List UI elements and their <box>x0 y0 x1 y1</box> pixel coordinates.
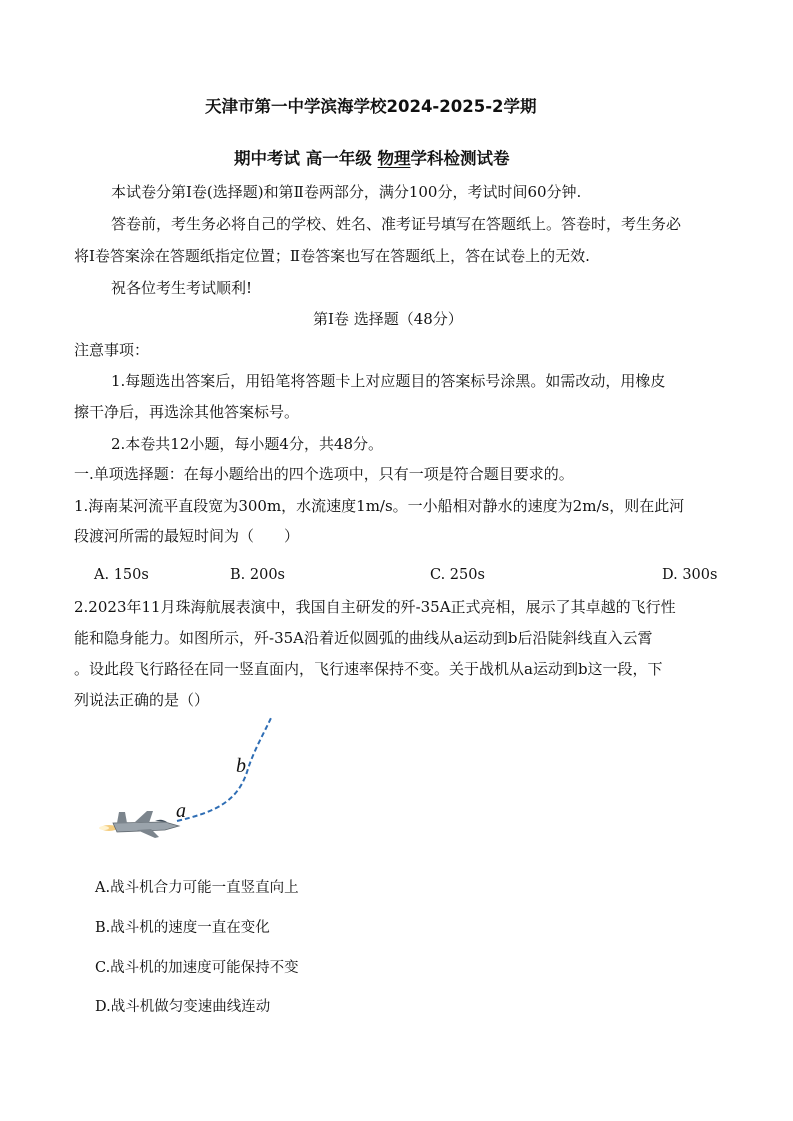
part-title: 一.单项选择题：在每小题给出的四个选项中，只有一项是符合题目要求的。 <box>74 465 574 483</box>
section-heading: 第Ⅰ卷 选择题（48分） <box>313 310 463 328</box>
flight-path-curve <box>177 718 271 821</box>
q2-option-a: A.战斗机合力可能一直竖直向上 <box>95 880 299 896</box>
notice-item-2: 2.本卷共12小题，每小题4分，共48分。 <box>111 435 384 453</box>
question-1-line-1: 1.海南某河流平直段宽为300m，水流速度1m/s。一小船相对静水的速度为2m/s，则在此河 <box>74 497 685 515</box>
notice-item-1-line-2: 擦干净后，再选涂其他答案标号。 <box>74 403 300 421</box>
point-a-label: a <box>176 800 186 822</box>
q1-option-a: A. 150s <box>94 567 149 583</box>
q1-option-b: B. 200s <box>230 567 285 583</box>
fighter-jet-icon <box>99 811 179 838</box>
exam-title-line1: 天津市第一中学滨海学校2024-2025-2学期 <box>205 97 537 116</box>
intro-paragraph-2-line-2: 将Ⅰ卷答案涂在答题纸指定位置；Ⅱ卷答案也写在答题纸上，答在试卷上的无效. <box>74 247 590 265</box>
question-1-line-2: 段渡河所需的最短时间为（ ） <box>74 527 300 545</box>
question-2-line-4: 列说法正确的是（） <box>74 691 210 709</box>
notice-label: 注意事项： <box>74 341 150 359</box>
intro-paragraph-1: 本试卷分第Ⅰ卷(选择题)和第Ⅱ卷两部分，满分100分，考试时间60分钟. <box>111 183 582 201</box>
question-2-line-3: 。设此段飞行路径在同一竖直面内，飞行速率保持不变。关于战机从a运动到b这一段，下 <box>74 660 663 678</box>
notice-item-1-line-1: 1.每题选出答案后，用铅笔将答题卡上对应题目的答案标号涂黑。如需改动，用橡皮 <box>111 372 666 390</box>
intro-paragraph-3: 祝各位考生考试顺利! <box>111 279 253 297</box>
question-2-line-2: 能和隐身能力。如图所示，歼-35A沿着近似圆弧的曲线从a运动到b后沿陡斜线直入云霄 <box>74 629 653 647</box>
q2-option-d: D.战斗机做匀变速曲线连动 <box>95 999 271 1015</box>
title-subject: 物理 <box>377 149 411 168</box>
exam-title-line2 <box>234 149 510 169</box>
q2-option-c: C.战斗机的加速度可能保持不变 <box>95 960 299 976</box>
point-b-label: b <box>236 755 246 777</box>
flight-path-figure <box>95 710 285 840</box>
intro-paragraph-2-line-1: 答卷前，考生务必将自己的学校、姓名、准考证号填写在答题纸上。答卷时，考生务必 <box>111 215 682 233</box>
question-2-line-1: 2.2023年11月珠海航展表演中，我国自主研发的歼-35A正式亮相，展示了其卓越的飞行性 <box>74 598 676 616</box>
title-prefix: 期中考试 高一年级 <box>234 149 378 168</box>
q2-option-b: B.战斗机的速度一直在变化 <box>95 920 270 936</box>
q1-option-c: C. 250s <box>430 567 485 583</box>
title-suffix: 学科检测试卷 <box>410 149 510 168</box>
q1-option-d: D. 300s <box>662 567 718 583</box>
